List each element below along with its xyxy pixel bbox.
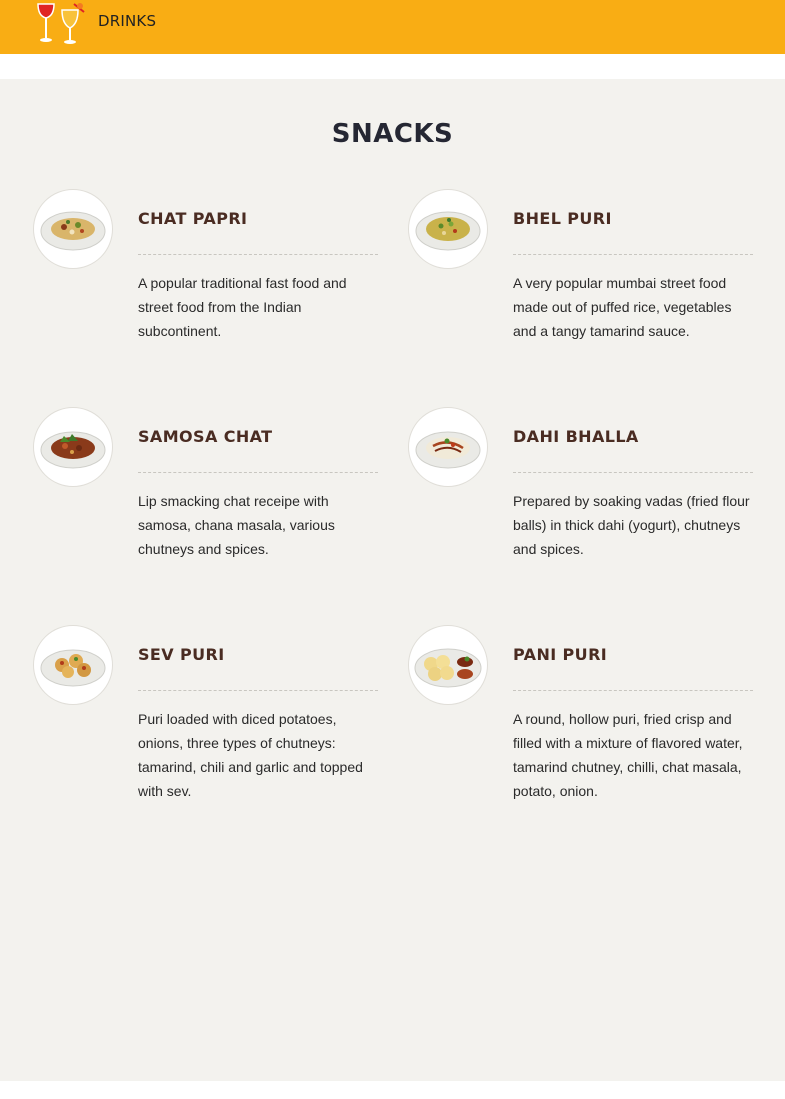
sev-puri-dish-icon bbox=[33, 625, 113, 705]
cocktail-glasses-icon[interactable] bbox=[34, 0, 90, 48]
item-name: PANI PURI bbox=[513, 645, 608, 664]
item-description: Prepared by soaking vadas (fried flour balls) in thick dahi (yogurt), chutneys and spices. bbox=[513, 493, 750, 557]
menu-item-sev-puri bbox=[33, 625, 378, 825]
drinks-nav-link[interactable]: DRINKS bbox=[98, 12, 157, 30]
menu-item-samosa-chat bbox=[33, 407, 378, 607]
samosa-chat-dish-icon bbox=[33, 407, 113, 487]
header-bar bbox=[0, 0, 785, 54]
bhel-puri-dish-icon bbox=[408, 189, 488, 269]
menu-item-bhel-puri bbox=[408, 189, 753, 389]
divider bbox=[513, 254, 753, 255]
chat-papri-dish-icon bbox=[33, 189, 113, 269]
divider bbox=[138, 472, 378, 473]
menu-item-pani-puri bbox=[408, 625, 753, 825]
item-description: A very popular mumbai street food made out of puffed rice, vegetables and a tangy tamarind sauce. bbox=[513, 275, 732, 339]
section-title: SNACKS bbox=[331, 119, 454, 149]
divider bbox=[513, 690, 753, 691]
item-description: A round, hollow puri, fried crisp and filled with a mixture of flavored water, tamarind chutney, chilli, chat masala, potato, onion. bbox=[513, 711, 743, 799]
pani-puri-dish-icon bbox=[408, 625, 488, 705]
dahi-bhalla-dish-icon bbox=[408, 407, 488, 487]
item-name: DAHI BHALLA bbox=[513, 427, 639, 446]
item-name: SAMOSA CHAT bbox=[138, 427, 273, 446]
divider bbox=[138, 254, 378, 255]
divider bbox=[513, 472, 753, 473]
item-name: SEV PURI bbox=[138, 645, 225, 664]
item-description: A popular traditional fast food and street food from the Indian subcontinent. bbox=[138, 275, 347, 339]
menu-item-chat-papri bbox=[33, 189, 378, 389]
divider bbox=[138, 690, 378, 691]
item-name: CHAT PAPRI bbox=[138, 209, 248, 228]
menu-item-dahi-bhalla bbox=[408, 407, 753, 607]
item-description: Lip smacking chat receipe with samosa, chana masala, various chutneys and spices. bbox=[138, 493, 335, 557]
item-description: Puri loaded with diced potatoes, onions, three types of chutneys: tamarind, chili and garlic and topped with sev. bbox=[138, 711, 363, 799]
item-name: BHEL PURI bbox=[513, 209, 612, 228]
snacks-section bbox=[0, 79, 785, 1081]
